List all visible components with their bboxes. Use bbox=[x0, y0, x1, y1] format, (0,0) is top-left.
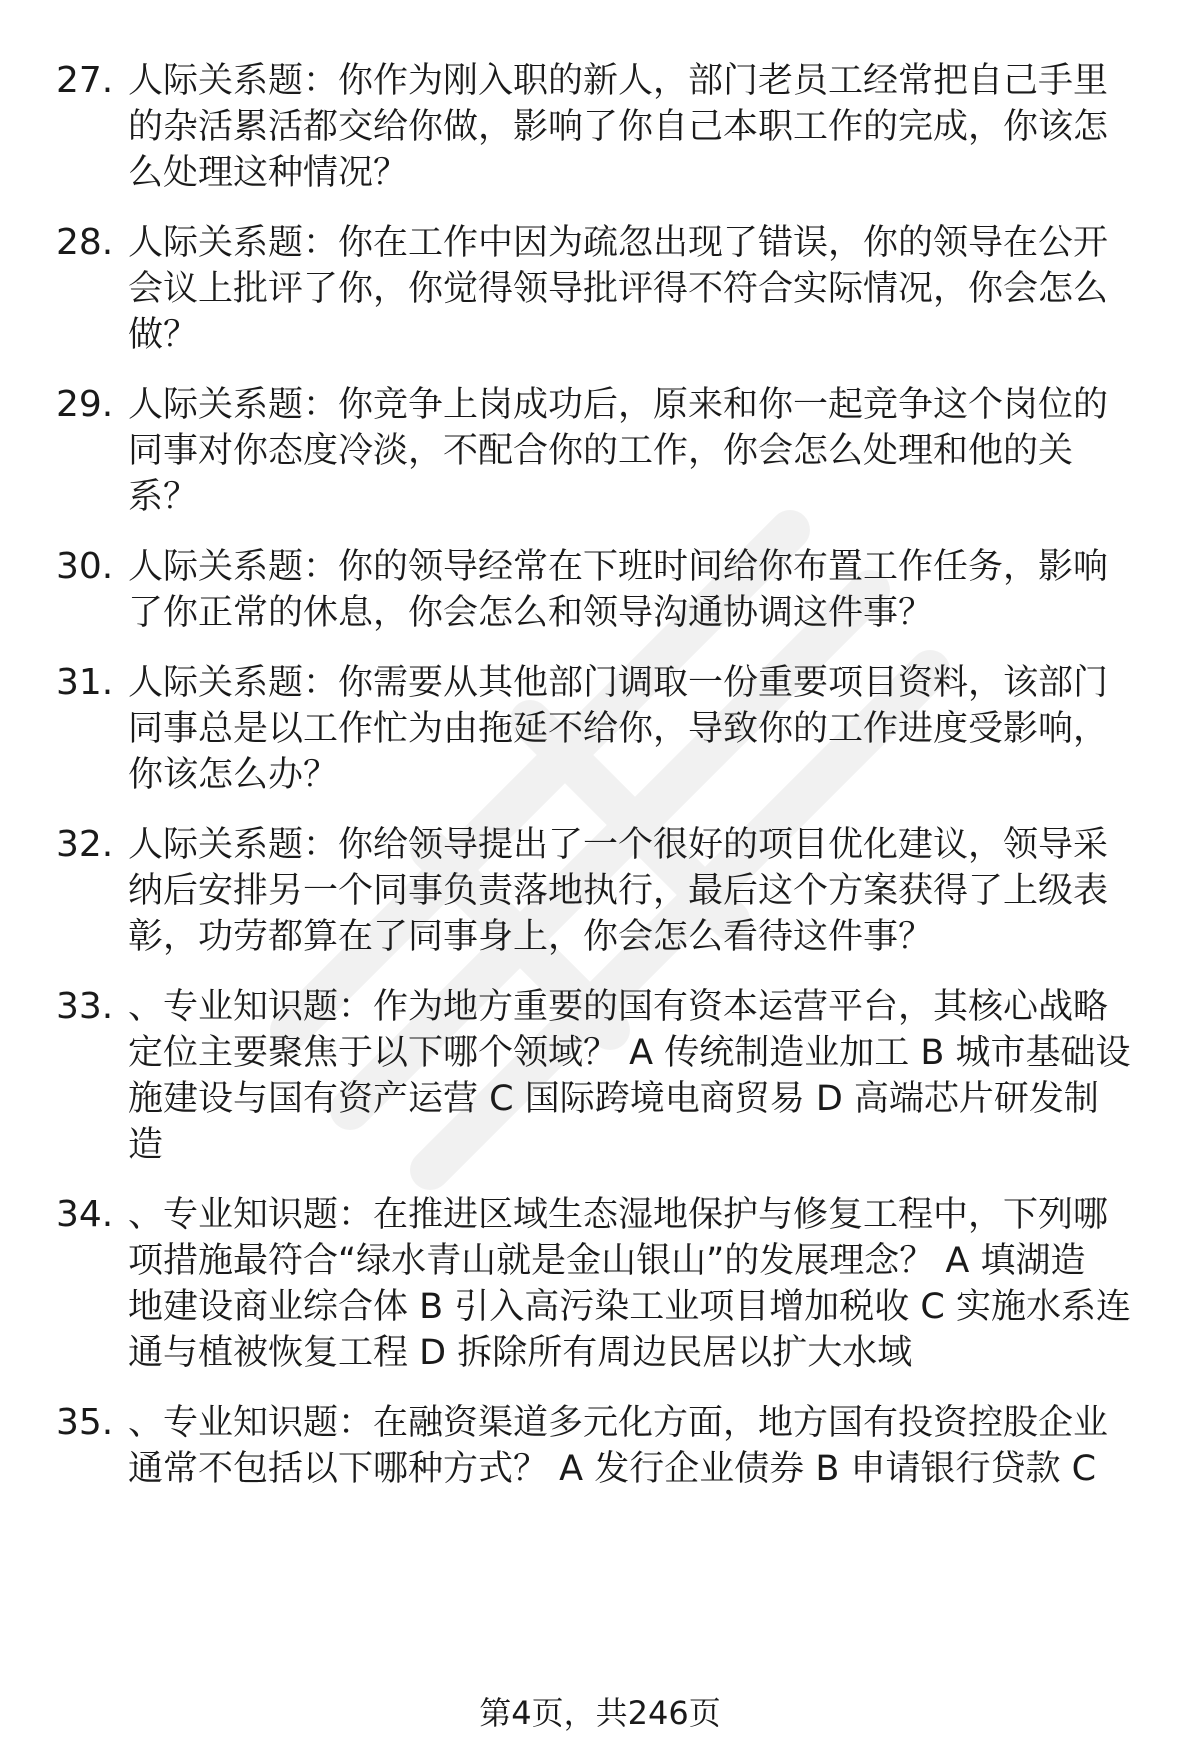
question-text bbox=[128, 220, 1168, 358]
question-text-line: 、专业知识题：作为地方重要的国有资本运营平台，其核心战略 bbox=[128, 987, 1109, 1027]
question-text bbox=[128, 1400, 1168, 1492]
question-text-line: 造 bbox=[128, 1125, 164, 1165]
question-text-line: 会议上批评了你，你觉得领导批评得不符合实际情况，你会怎么 bbox=[128, 269, 1109, 309]
question-text-line: 施建设与国有资产运营 C 国际跨境电商贸易 D 高端芯片研发制 bbox=[128, 1079, 1099, 1119]
question-text bbox=[128, 1192, 1168, 1376]
question-number: 35. bbox=[56, 1402, 114, 1443]
question-text-line: 的杂活累活都交给你做，影响了你自己本职工作的完成，你该怎 bbox=[128, 107, 1109, 147]
question-text-line: 人际关系题：你作为刚入职的新人，部门老员工经常把自己手里 bbox=[128, 61, 1109, 101]
question-text-line: 做？ bbox=[128, 315, 199, 355]
question-text-line: 地建设商业综合体 B 引入高污染工业项目增加税收 C 实施水系连 bbox=[128, 1287, 1131, 1327]
question-text-line: 人际关系题：你的领导经常在下班时间给你布置工作任务，影响 bbox=[128, 547, 1109, 587]
question-text bbox=[128, 984, 1168, 1168]
question-text-line: 纳后安排另一个同事负责落地执行，最后这个方案获得了上级表 bbox=[128, 871, 1109, 911]
question-text-line: 同事对你态度冷淡，不配合你的工作，你会怎么处理和他的关 bbox=[128, 431, 1074, 471]
question-number: 27. bbox=[56, 60, 114, 101]
question-text-line: 彰，功劳都算在了同事身上，你会怎么看待这件事？ bbox=[128, 917, 934, 957]
question-text-line: 、专业知识题：在推进区域生态湿地保护与修复工程中，下列哪 bbox=[128, 1195, 1109, 1235]
question-number: 31. bbox=[56, 662, 114, 703]
question-text-line: 通常不包括以下哪种方式？ A 发行企业债券 B 申请银行贷款 C bbox=[128, 1449, 1097, 1489]
question-text bbox=[128, 544, 1168, 636]
question-text bbox=[128, 660, 1168, 798]
question-number: 32. bbox=[56, 824, 114, 865]
question-text-line: 系？ bbox=[128, 477, 199, 517]
question-text-line: 人际关系题：你竞争上岗成功后，原来和你一起竞争这个岗位的 bbox=[128, 385, 1109, 425]
question-number: 30. bbox=[56, 546, 114, 587]
question-text-line: 人际关系题：你在工作中因为疏忽出现了错误，你的领导在公开 bbox=[128, 223, 1109, 263]
question-text bbox=[128, 58, 1168, 196]
question-text-line: 通与植被恢复工程 D 拆除所有周边民居以扩大水域 bbox=[128, 1333, 913, 1373]
question-text-line: 定位主要聚焦于以下哪个领域？ A 传统制造业加工 B 城市基础设 bbox=[128, 1033, 1131, 1073]
question-text-line: 项措施最符合“绿水青山就是金山银山”的发展理念？ A 填湖造 bbox=[128, 1241, 1086, 1281]
question-text-line: 么处理这种情况？ bbox=[128, 153, 409, 193]
question-text-line: 你该怎么办？ bbox=[128, 755, 339, 795]
question-text-line: 、专业知识题：在融资渠道多元化方面，地方国有投资控股企业 bbox=[128, 1403, 1109, 1443]
question-number: 34. bbox=[56, 1194, 114, 1235]
page-footer: 第4页，共246页 bbox=[479, 1694, 721, 1732]
question-text bbox=[128, 822, 1168, 960]
question-text-line: 人际关系题：你给领导提出了一个很好的项目优化建议，领导采 bbox=[128, 825, 1109, 865]
question-number: 29. bbox=[56, 384, 114, 425]
question-text-line: 了你正常的休息，你会怎么和领导沟通协调这件事？ bbox=[128, 593, 934, 633]
question-text bbox=[128, 382, 1168, 520]
question-number: 33. bbox=[56, 986, 114, 1027]
question-text-line: 人际关系题：你需要从其他部门调取一份重要项目资料，该部门 bbox=[128, 663, 1109, 703]
question-number: 28. bbox=[56, 222, 114, 263]
question-text-line: 同事总是以工作忙为由拖延不给你，导致你的工作进度受影响， bbox=[128, 709, 1109, 749]
